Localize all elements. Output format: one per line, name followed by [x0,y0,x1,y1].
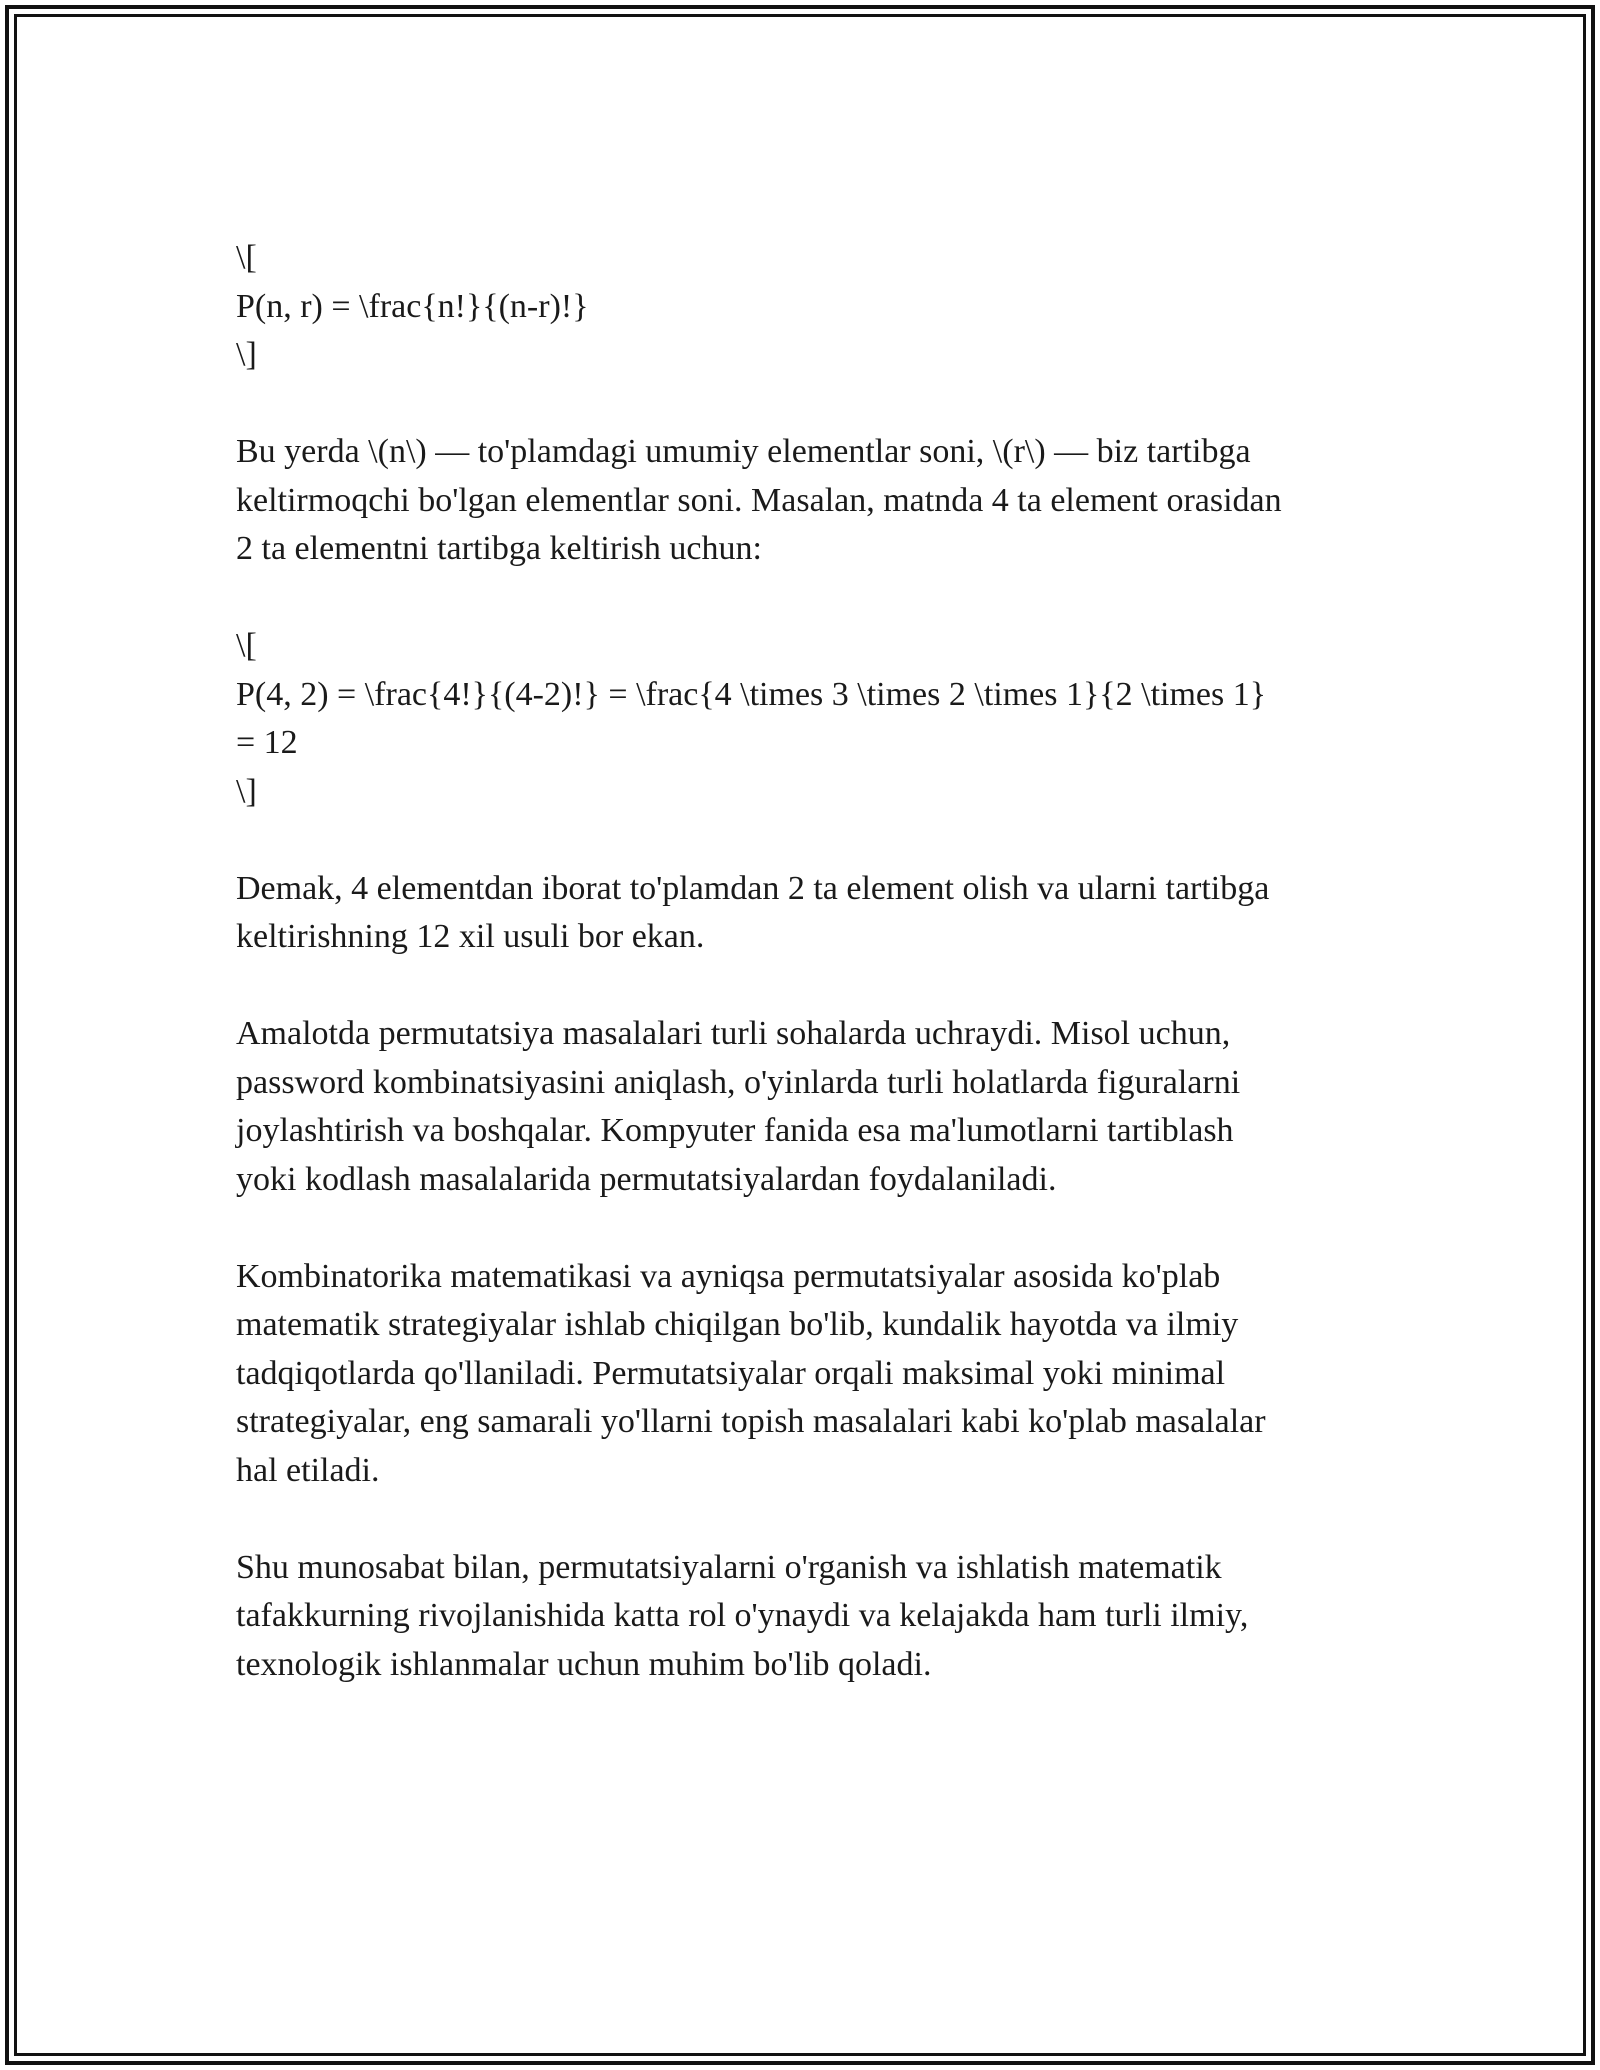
paragraph-spacer [236,816,1386,865]
paragraph-line: Kombinatorika matematikasi va ayniqsa permutatsiyalar asosida ko'plab [236,1257,1221,1295]
paragraph-spacer [236,1204,1386,1253]
paragraph-line: Amalotda permutatsiya masalalari turli sohalarda uchraydi. Misol uchun, [236,1015,1231,1052]
formula-permutation-example [236,622,1386,816]
paragraph-line: Bu yerda \(n\) — to'plamdagi umumiy elementlar soni, \(r\) — biz tartibga [236,433,1251,470]
paragraph-line: tadqiqotlarda qo'llaniladi. Permutatsiyalar orqali maksimal yoki minimal [236,1354,1226,1392]
paragraph-spacer [236,962,1386,1011]
paragraph-line: password kombinatsiyasini aniqlash, o'yinlarda turli holatlarda figuralarni [236,1063,1241,1101]
formula-expression-result: = 12 [236,724,298,761]
formula-expression: P(n, r) = \frac{n!}{(n-r)!} [236,287,589,325]
document-body [236,234,1386,1689]
paragraph-closing [236,1544,1386,1690]
formula-close-delimiter: \] [236,336,257,373]
paragraph-line: matematik strategiyalar ishlab chiqilgan bo'lib, kundalik hayotda va ilmiy [236,1306,1239,1343]
paragraph-line: 2 ta elementni tartibga keltirish uchun: [236,530,762,567]
paragraph-line: keltirmoqchi bo'lgan elementlar soni. Masalan, matnda 4 ta element orasidan [236,481,1282,519]
formula-permutation-general [236,234,1386,380]
paragraph-spacer [236,1495,1386,1544]
formula-open-delimiter: \[ [236,627,257,664]
formula-expression: P(4, 2) = \frac{4!}{(4-2)!} = \frac{4 \times 3 \times 2 \times 1}{2 \times 1} [236,675,1267,713]
paragraph-line: keltirishning 12 xil usuli bor ekan. [236,918,705,955]
formula-open-delimiter: \[ [236,239,257,276]
paragraph-line: tafakkurning rivojlanishida katta rol o'ynaydi va kelajakda ham turli ilmiy, [236,1597,1249,1634]
paragraph-combinatorics [236,1253,1386,1496]
paragraph-conclusion [236,865,1386,962]
paragraph-line: strategiyalar, eng samarali yo'llarni topish masalalari kabi ko'plab masalalar [236,1403,1266,1440]
paragraph-spacer [236,380,1386,429]
paragraph-definitions [236,428,1386,574]
paragraph-line: joylashtirish va boshqalar. Kompyuter fanida esa ma'lumotlarni tartiblash [236,1112,1234,1149]
paragraph-line: yoki kodlash masalalarida permutatsiyalardan foydalaniladi. [236,1160,1057,1198]
formula-close-delimiter: \] [236,772,257,810]
paragraph-spacer [236,574,1386,623]
paragraph-line: texnologik ishlanmalar uchun muhim bo'lib qoladi. [236,1645,932,1683]
paragraph-line: Demak, 4 elementdan iborat to'plamdan 2 ta element olish va ularni tartibga [236,869,1270,907]
paragraph-applications [236,1010,1386,1204]
paragraph-line: Shu munosabat bilan, permutatsiyalarni o'rganish va ishlatish matematik [236,1548,1222,1586]
paragraph-line: hal etiladi. [236,1451,380,1489]
